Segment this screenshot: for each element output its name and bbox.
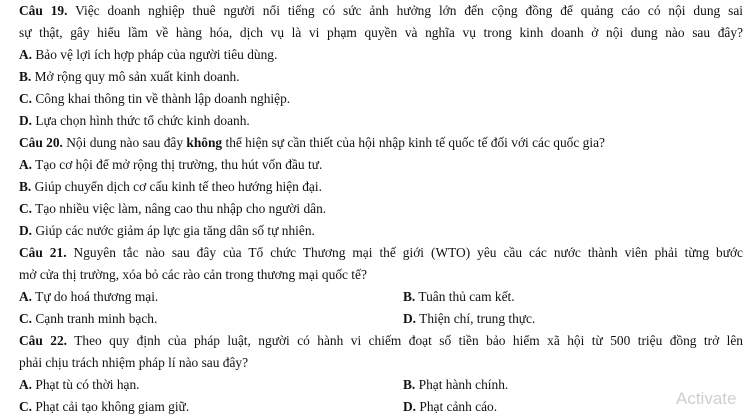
q20-label: Câu 20. (19, 135, 63, 150)
q19-option-a (19, 44, 277, 66)
option-key: D. (403, 399, 417, 414)
q20-option-b (19, 176, 322, 198)
option-key: A. (19, 377, 33, 392)
q21-stem-line2: mở cửa thị trường, xóa bỏ các rào cản trong thương mại quốc tế? (19, 267, 367, 282)
q21-stem-text1: Nguyên tắc nào sau đây của Tổ chức Thương mại thế giới (WTO) yêu cầu các nước thành viên phải từng bước (66, 245, 743, 260)
q21-option-b (403, 286, 515, 308)
q19-option-b (19, 66, 240, 88)
q19-label: Câu 19. (19, 3, 68, 18)
q19-stem-line2: sự thật, gây hiểu lầm về hàng hóa, dịch vụ là vi phạm quyền và nghĩa vụ trong kinh doanh ở nội dung nào sau đây? (19, 25, 743, 40)
option-text: Công khai thông tin về thành lập doanh nghiệp. (32, 91, 291, 106)
option-text: Phạt cải tạo không giam giữ. (32, 399, 190, 414)
q22-stem-line1 (19, 330, 743, 352)
q21-option-c (19, 308, 157, 330)
q20-stem-emphasis: không (186, 135, 223, 150)
q19-stem-line1 (19, 0, 743, 22)
option-text: Phạt tù có thời hạn. (32, 377, 140, 392)
q19-option-d (19, 110, 250, 132)
q22-option-d (403, 396, 497, 418)
option-text: Thiện chí, trung thực. (416, 311, 536, 326)
q22-option-a (19, 374, 140, 396)
option-key: B. (403, 377, 416, 392)
q22-label: Câu 22. (19, 333, 67, 348)
option-key: D. (19, 113, 33, 128)
q19-option-c (19, 88, 290, 110)
q21-stem-line1 (19, 242, 743, 264)
option-key: A. (19, 157, 33, 172)
option-text: Giúp các nước giảm áp lực gia tăng dân số tự nhiên. (32, 223, 315, 238)
option-text: Giúp chuyển dịch cơ cấu kinh tế theo hướng hiện đại. (31, 179, 322, 194)
q20-stem-pre: Nội dung nào sau đây (62, 135, 187, 150)
option-text: Phạt hành chính. (415, 377, 509, 392)
option-key: C. (19, 91, 33, 106)
activate-windows-watermark: Activate (676, 389, 737, 408)
q21-option-a (19, 286, 158, 308)
option-text: Tạo cơ hội để mở rộng thị trường, thu hút vốn đầu tư. (32, 157, 323, 172)
option-text: Tuân thủ cam kết. (415, 289, 515, 304)
option-key: C. (19, 201, 33, 216)
option-key: B. (19, 69, 32, 84)
option-key: A. (19, 289, 33, 304)
option-text: Mở rộng quy mô sản xuất kinh doanh. (31, 69, 240, 84)
q21-option-d (403, 308, 535, 330)
q22-option-c (19, 396, 189, 418)
q20-option-c (19, 198, 326, 220)
q20-option-a (19, 154, 322, 176)
option-key: C. (19, 399, 33, 414)
q21-label: Câu 21. (19, 245, 67, 260)
option-text: Tạo nhiều việc làm, nâng cao thu nhập cho người dân. (32, 201, 327, 216)
q20-stem-post: thể hiện sự cần thiết của hội nhập kinh tế quốc tế đối với các quốc gia? (222, 135, 605, 150)
option-key: B. (19, 179, 32, 194)
option-key: B. (403, 289, 416, 304)
option-text: Lựa chọn hình thức tổ chức kinh doanh. (32, 113, 250, 128)
option-text: Tự do hoá thương mại. (32, 289, 159, 304)
option-text: Cạnh tranh minh bạch. (32, 311, 158, 326)
q22-option-b (403, 374, 508, 396)
option-key: C. (19, 311, 33, 326)
option-key: D. (19, 223, 33, 238)
q19-stem-text1: Việc doanh nghiệp thuê người nổi tiếng có sức ảnh hưởng lớn đến cộng đồng để quảng cáo có nội dung sai (67, 3, 743, 18)
option-text: Phạt cảnh cáo. (416, 399, 498, 414)
option-key: A. (19, 47, 33, 62)
q20-stem (19, 132, 605, 154)
q22-stem-line2: phải chịu trách nhiệm pháp lí nào sau đây? (19, 355, 249, 370)
option-text: Bảo vệ lợi ích hợp pháp của người tiêu dùng. (32, 47, 278, 62)
q22-stem-text1: Theo quy định của pháp luật, người có hành vi chiếm đoạt số tiền bảo hiểm xã hội từ 500 triệu đồng trở lên (67, 333, 743, 348)
q20-option-d (19, 220, 315, 242)
option-key: D. (403, 311, 417, 326)
